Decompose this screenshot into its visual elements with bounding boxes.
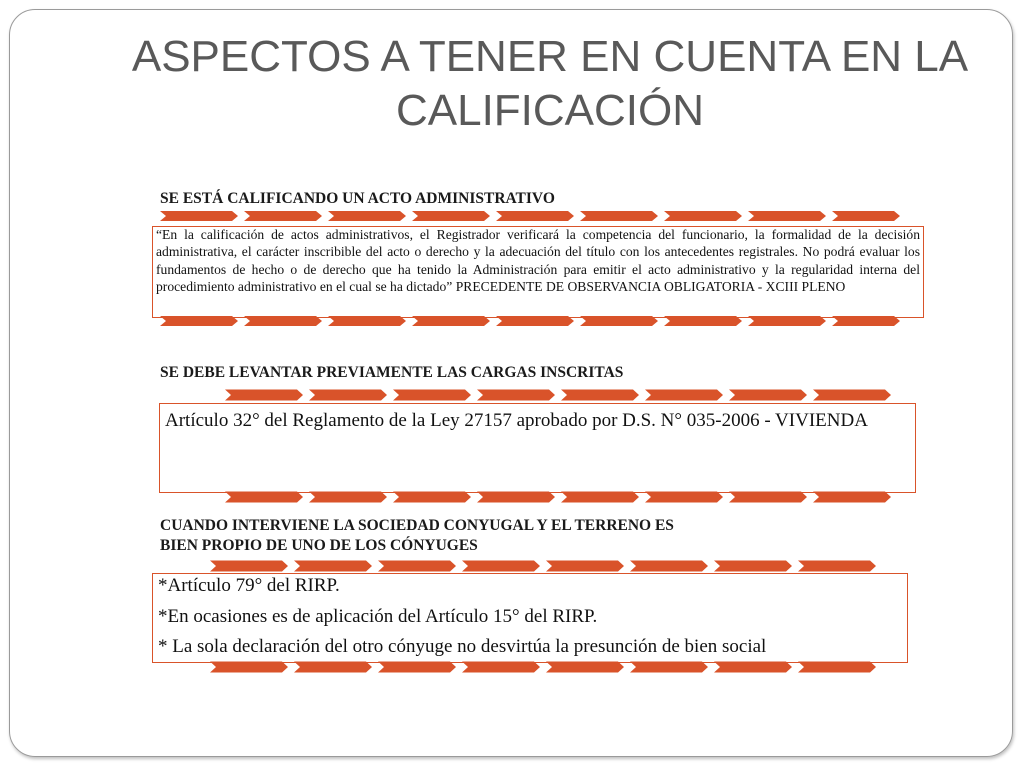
section-1-heading: SE ESTÁ CALIFICANDO UN ACTO ADMINISTRATIVO xyxy=(160,190,555,207)
section-3-item: * La sola declaración del otro cónyuge no desvirtúa la presunción de bien social xyxy=(158,636,767,657)
section-2-heading: SE DEBE LEVANTAR PREVIAMENTE LAS CARGAS INSCRITAS xyxy=(160,364,624,381)
section-2-text: Artículo 32° del Reglamento de la Ley 27157 aprobado por D.S. N° 035-2006 - VIVIENDA xyxy=(165,410,868,431)
section-3-item: *Artículo 79° del RIRP. xyxy=(158,575,340,596)
section-1-text: “En la calificación de actos administrativos, el Registrador verificará la competencia del funcionario, la formalidad de la decisión administrativa, el carácter inscribible del acto o derecho y la adecuación del título con los antecedentes registrales. No podrá evaluar los fundamentos de hecho o de derecho que ha tenido la Administración para emitir el acto administrativo y la regularidad interna del procedimiento administrativo en el cual se ha dictado” PRECEDENTE DE OBSERVANCIA OBLIGATORIA - XCIII PLENO xyxy=(156,227,920,295)
slide-title: ASPECTOS A TENER EN CUENTA EN LA CALIFICACIÓN xyxy=(131,32,969,135)
section-3-heading-line-1: CUANDO INTERVIENE LA SOCIEDAD CONYUGAL Y EL TERRENO ES xyxy=(160,517,674,534)
section-3-heading-line-2: BIEN PROPIO DE UNO DE LOS CÓNYUGES xyxy=(160,537,478,554)
section-3-item: *En ocasiones es de aplicación del Artículo 15° del RIRP. xyxy=(158,605,598,627)
section-3-list xyxy=(158,571,904,663)
